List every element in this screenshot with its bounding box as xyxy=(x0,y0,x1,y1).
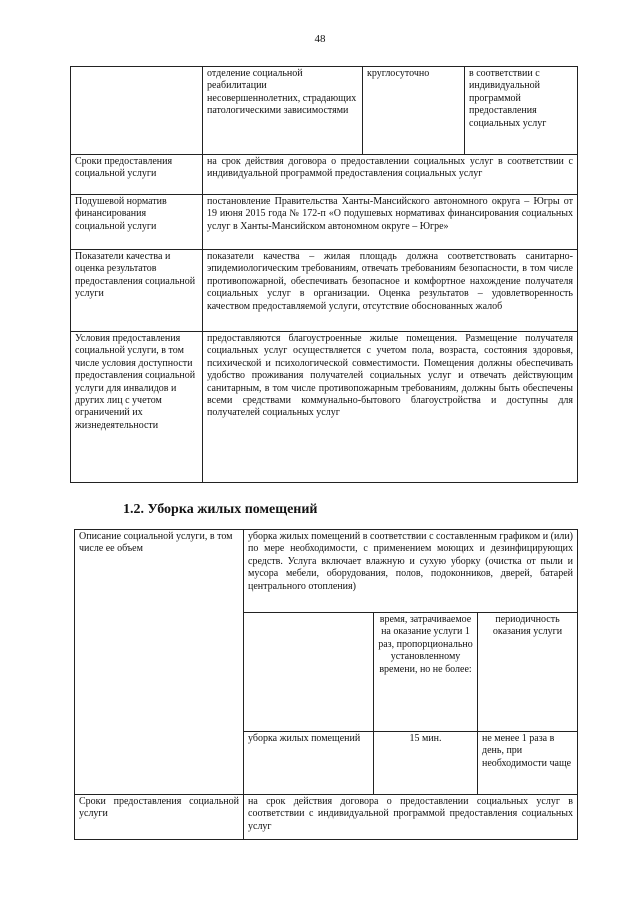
inner-service-name: уборка жилых помещений xyxy=(244,732,374,795)
table-row xyxy=(71,195,578,250)
empty-cell xyxy=(71,67,203,155)
empty-cell xyxy=(244,613,374,732)
row-label: Условия предоставления социальной услуги, в том числе условия доступности предоставления социальной услуги для инвалидов и других лиц с учетом ограничений их жизнедеятельности xyxy=(71,332,203,483)
cleaning-service-table xyxy=(74,529,578,840)
table-row xyxy=(75,530,578,613)
terms-value: на срок действия договора о предоставлении социальных услуг в соответствии с индивидуальной программой предоставления социальных услуг xyxy=(244,795,578,840)
table-row xyxy=(75,795,578,840)
service-name-cell: отделение социальной реабилитации несовершеннолетних, страдающих патологическими зависимостями xyxy=(203,67,363,155)
description-value: уборка жилых помещений в соответствии с составленным графиком и (или) по мере необходимости, с применением моющих и дезинфицирующих средств. Услуга включает влажную и сухую уборку (очистка от пыли и мусора мебели, оборудования, полов, подоконников, дверей, батарей центрального отопления) xyxy=(244,530,578,613)
row-label: Подушевой норматив финансирования социальной услуги xyxy=(71,195,203,250)
page-number: 48 xyxy=(314,33,326,45)
table-row xyxy=(71,67,578,155)
row-label: Сроки предоставления социальной услуги xyxy=(71,155,203,195)
row-label: Показатели качества и оценка результатов предоставления социальной услуги xyxy=(71,250,203,332)
terms-label: Сроки предоставления социальной услуги xyxy=(75,795,244,840)
inner-time-value: 15 мин. xyxy=(374,732,478,795)
row-value: предоставляются благоустроенные жилые помещения. Размещение получателя социальных услуг осуществляется с учетом пола, возраста, состояния здоровья, психической и психологической совместимости. Помещения должны обеспечивать удобство проживания получателей социальных услуг и отвечать действующим санитарным, в том числе противопожарным требованиям, должны быть обеспечены всеми средствами коммунально-бытового благоустройства и доступны для получателей социальных услуг xyxy=(203,332,578,483)
description-label: Описание социальной услуги, в том числе ее объем xyxy=(75,530,244,795)
section-heading: 1.2. Уборка жилых помещений xyxy=(123,502,318,517)
service-table-continued xyxy=(70,66,578,483)
row-value: показатели качества – жилая площадь должна соответствовать санитарно-эпидемиологическим требованиям, отвечать требованиям безопасности, в том числе противопожарной, обеспечивать безопасное и комфортное нахождение получателя социальных услуг в организации. Оценка результатов – удовлетворенность качеством предоставляемой услуги, отсутствие обоснованных жалоб xyxy=(203,250,578,332)
table-row xyxy=(71,250,578,332)
table-row xyxy=(71,155,578,195)
basis-cell: в соответствии с индивидуальной программой предоставления социальных услуг xyxy=(465,67,578,155)
time-header: время, затрачиваемое на оказание услуги 1 раз, пропорционально установленному времени, но не более: xyxy=(374,613,478,732)
inner-periodicity-value: не менее 1 раза в день, при необходимости чаще xyxy=(478,732,578,795)
schedule-cell: круглосуточно xyxy=(363,67,465,155)
table-row xyxy=(71,332,578,483)
row-value: постановление Правительства Ханты-Мансийского автономного округа – Югры от 19 июня 2015 года № 172-п «О подушевых нормативах финансирования социальных услуг в Ханты-Мансийском автономном округе – Югре» xyxy=(203,195,578,250)
row-value: на срок действия договора о предоставлении социальных услуг в соответствии с индивидуальной программой предоставления социальных услуг xyxy=(203,155,578,195)
periodicity-header: периодичность оказания услуги xyxy=(478,613,578,732)
